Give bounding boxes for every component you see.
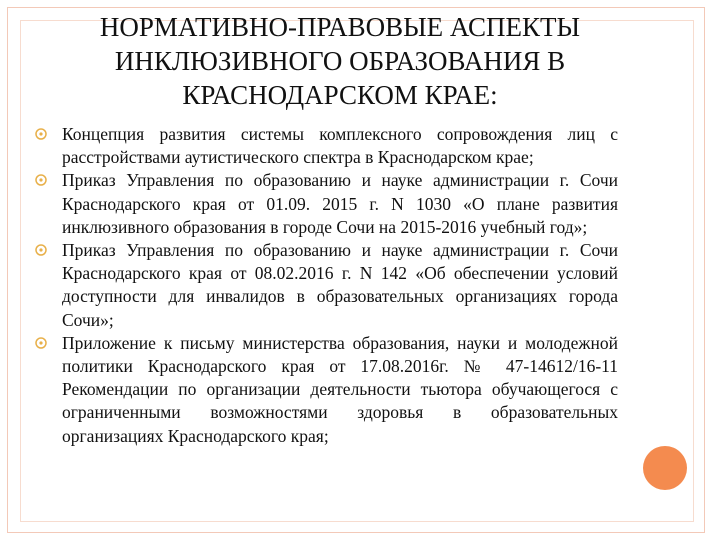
list-item-text: Приложение к письму министерства образования, науки и молодежной политики Краснодарского края от 17.08.2016г. № 47-14612/16-11 Рекомендации по организации деятельности тьютора обучающегося с ограниченными возможностями здоровья в образовательных организациях Краснодарского края; — [62, 332, 618, 446]
list-item — [34, 239, 624, 332]
list-item-text: Приказ Управления по образованию и науке администрации г. Сочи Краснодарского края от 01.09. 2015 г. N 1030 «О плане развития инклюзивного образования в городе Сочи на 2015-2016 учебный год»; — [62, 170, 618, 237]
slide-title-line: КРАСНОДАРСКОМ КРАЕ: — [182, 80, 498, 110]
circle-bullet-icon — [34, 243, 48, 257]
list-item-text: Концепция развития системы комплексного сопровождения лиц с расстройствами аутистического спектра в Краснодарском крае; — [62, 124, 618, 168]
slide-title — [40, 10, 640, 112]
slide-title-line: НОРМАТИВНО-ПРАВОВЫЕ АСПЕКТЫ — [99, 12, 581, 42]
list-item — [34, 123, 624, 169]
circle-bullet-icon — [34, 173, 48, 187]
decorative-orange-circle — [643, 446, 687, 490]
list-item — [34, 332, 624, 448]
list-item — [34, 169, 624, 239]
list-item-text: Приказ Управления по образованию и науке администрации г. Сочи Краснодарского края от 08.02.2016 г. N 142 «Об обеспечении условий доступности для инвалидов в образовательных организациях города Сочи»; — [62, 240, 618, 330]
document-list — [34, 123, 624, 448]
circle-bullet-icon — [34, 127, 48, 141]
circle-bullet-icon — [34, 336, 48, 350]
slide-title-line: ИНКЛЮЗИВНОГО ОБРАЗОВАНИЯ В — [114, 46, 566, 76]
